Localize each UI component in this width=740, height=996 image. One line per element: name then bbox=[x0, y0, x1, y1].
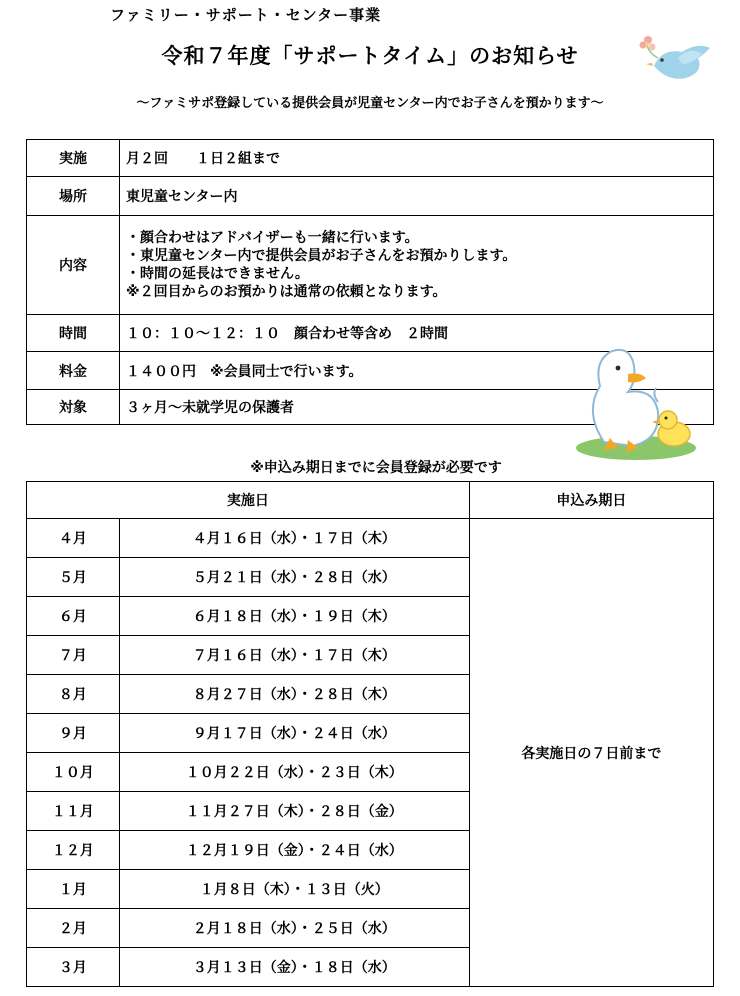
info-label: 対象 bbox=[27, 390, 120, 425]
info-label: 場所 bbox=[27, 177, 120, 216]
schedule-month: ７月 bbox=[27, 636, 120, 675]
page-subtitle: ～ファミサポ登録している提供会員が児童センター内でお子さんを預かります～ bbox=[136, 96, 604, 111]
duck-illustration bbox=[574, 342, 704, 466]
schedule-dates: ４月１６日（水）・１７日（木） bbox=[119, 519, 469, 558]
info-label: 内容 bbox=[27, 216, 120, 315]
schedule-month: ４月 bbox=[27, 519, 120, 558]
schedule-dates: １月８日（木）・１３日（火） bbox=[119, 870, 469, 909]
schedule-dates: １２月１９日（金）・２４日（水） bbox=[119, 831, 469, 870]
info-row-content bbox=[27, 216, 714, 315]
schedule-month: ６月 bbox=[27, 597, 120, 636]
bird-illustration bbox=[632, 28, 716, 88]
info-value: 月２回 １日２組まで bbox=[120, 140, 714, 177]
content-line: ・時間の延長はできません。 bbox=[126, 266, 309, 282]
info-value bbox=[120, 216, 714, 315]
schedule-dates: ８月２７日（水）・２８日（木） bbox=[119, 675, 469, 714]
info-row-implementation bbox=[27, 140, 714, 177]
info-value: ３ヶ月～未就学児の保護者 bbox=[120, 390, 714, 425]
schedule-dates: ５月２１日（水）・２８日（水） bbox=[119, 558, 469, 597]
content-line: ※２回目からのお預かりは通常の依頼となります。 bbox=[126, 284, 447, 300]
info-label: 実施 bbox=[27, 140, 120, 177]
info-label: 料金 bbox=[27, 352, 120, 390]
schedule-deadline: 各実施日の７日前まで bbox=[469, 519, 713, 987]
info-label: 時間 bbox=[27, 315, 120, 352]
schedule-header-row bbox=[27, 482, 714, 519]
schedule-header-date: 実施日 bbox=[27, 482, 470, 519]
schedule-month: １１月 bbox=[27, 792, 120, 831]
organization-name: ファミリー・サポート・センター事業 bbox=[110, 6, 382, 24]
schedule-month: １２月 bbox=[27, 831, 120, 870]
info-row-location bbox=[27, 177, 714, 216]
info-value: １０：１０～１２：１０ 顔合わせ等含め ２時間 bbox=[120, 315, 714, 352]
info-value: 東児童センター内 bbox=[120, 177, 714, 216]
registration-notice: ※申込み期日までに会員登録が必要です bbox=[250, 460, 502, 476]
schedule-month: １０月 bbox=[27, 753, 120, 792]
schedule-month: １月 bbox=[27, 870, 120, 909]
schedule-dates: １０月２２日（水）・２３日（木） bbox=[119, 753, 469, 792]
schedule-header-deadline: 申込み期日 bbox=[469, 482, 713, 519]
schedule-month: ３月 bbox=[27, 948, 120, 987]
flower-icon bbox=[640, 36, 659, 58]
schedule-month: ９月 bbox=[27, 714, 120, 753]
page-title: 令和７年度「サポートタイム」のお知らせ bbox=[161, 44, 579, 68]
schedule-dates: ７月１６日（水）・１７日（木） bbox=[119, 636, 469, 675]
info-value: １４００円 ※会員同士で行います。 bbox=[120, 352, 714, 390]
schedule-dates: ６月１８日（水）・１９日（木） bbox=[119, 597, 469, 636]
schedule-month: ８月 bbox=[27, 675, 120, 714]
schedule-dates: ３月１３日（金）・１８日（水） bbox=[119, 948, 469, 987]
content-line: ・顔合わせはアドバイザーも一緒に行います。 bbox=[126, 230, 419, 246]
content-line: ・東児童センター内で提供会員がお子さんをお預かりします。 bbox=[126, 248, 517, 264]
schedule-dates: １１月２７日（木）・２８日（金） bbox=[119, 792, 469, 831]
schedule-dates: ２月１８日（水）・２５日（水） bbox=[119, 909, 469, 948]
schedule-month: ２月 bbox=[27, 909, 120, 948]
schedule-row bbox=[27, 519, 714, 558]
schedule-month: ５月 bbox=[27, 558, 120, 597]
schedule-dates: ９月１７日（水）・２４日（水） bbox=[119, 714, 469, 753]
schedule-table bbox=[26, 481, 714, 987]
